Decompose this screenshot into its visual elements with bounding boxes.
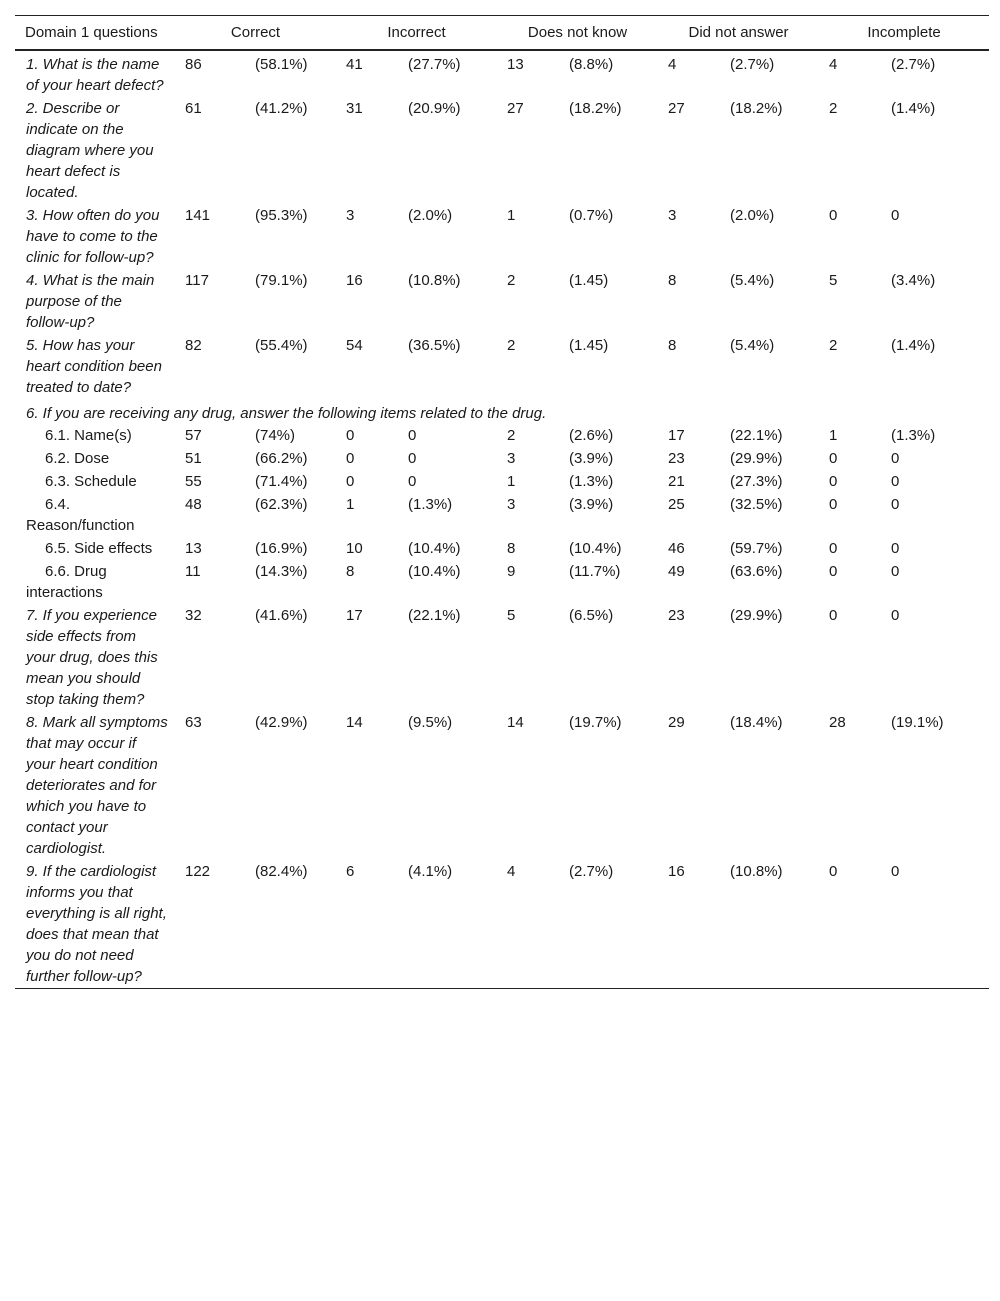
cell-incorrect-n: 0: [346, 473, 355, 490]
cell-incomplete-pct: (1.4%): [891, 100, 936, 117]
cell-dna-n: 4: [668, 56, 677, 73]
cell-dnk-n: 2: [507, 272, 516, 289]
question-label: 6.4. Reason/function: [26, 496, 135, 534]
cell-dna-n: 3: [668, 207, 677, 224]
header-incorrect: Incorrect: [387, 24, 446, 41]
cell-dnk-pct: (10.4%): [569, 540, 622, 557]
table-row: [15, 470, 989, 493]
section-row: [15, 399, 989, 424]
cell-dnk-n: 27: [507, 100, 524, 117]
table-row: [15, 711, 989, 860]
cell-dna-n: 46: [668, 540, 685, 557]
cell-incomplete-pct: 0: [891, 496, 900, 513]
cell-dnk-n: 1: [507, 207, 516, 224]
table-row: [15, 447, 989, 470]
cell-correct-n: 32: [185, 607, 202, 624]
cell-incorrect-n: 10: [346, 540, 363, 557]
table-row: [15, 50, 989, 97]
cell-incomplete-n: 0: [829, 450, 838, 467]
cell-correct-pct: (74%): [255, 427, 296, 444]
cell-correct-pct: (41.6%): [255, 607, 308, 624]
cell-dnk-pct: (8.8%): [569, 56, 614, 73]
cell-dna-pct: (63.6%): [730, 563, 783, 580]
cell-incorrect-n: 17: [346, 607, 363, 624]
cell-incomplete-pct: 0: [891, 450, 900, 467]
cell-incorrect-pct: (10.8%): [408, 272, 461, 289]
table-row: [15, 860, 989, 989]
cell-correct-n: 82: [185, 337, 202, 354]
cell-incorrect-pct: 0: [408, 427, 417, 444]
header-incomplete: Incomplete: [867, 24, 941, 41]
cell-incomplete-n: 0: [829, 563, 838, 580]
cell-correct-n: 48: [185, 496, 202, 513]
cell-correct-pct: (82.4%): [255, 863, 308, 880]
cell-incorrect-pct: (4.1%): [408, 863, 453, 880]
cell-dnk-n: 5: [507, 607, 516, 624]
cell-dna-n: 49: [668, 563, 685, 580]
cell-incorrect-n: 1: [346, 496, 355, 513]
cell-incorrect-n: 14: [346, 714, 363, 731]
cell-correct-pct: (41.2%): [255, 100, 308, 117]
table-row: [15, 537, 989, 560]
cell-correct-n: 63: [185, 714, 202, 731]
cell-correct-pct: (58.1%): [255, 56, 308, 73]
cell-correct-n: 141: [185, 207, 211, 224]
cell-dnk-n: 4: [507, 863, 516, 880]
cell-dna-pct: (10.8%): [730, 863, 783, 880]
cell-correct-pct: (55.4%): [255, 337, 308, 354]
cell-incomplete-n: 0: [829, 207, 838, 224]
cell-correct-n: 61: [185, 100, 202, 117]
cell-dnk-n: 9: [507, 563, 516, 580]
cell-correct-n: 55: [185, 473, 202, 490]
cell-correct-pct: (42.9%): [255, 714, 308, 731]
cell-incorrect-pct: (10.4%): [408, 563, 461, 580]
cell-incomplete-pct: 0: [891, 207, 900, 224]
table-row: [15, 97, 989, 204]
cell-dna-n: 17: [668, 427, 685, 444]
cell-correct-n: 57: [185, 427, 202, 444]
cell-incorrect-pct: (10.4%): [408, 540, 461, 557]
cell-incomplete-pct: 0: [891, 563, 900, 580]
cell-correct-pct: (16.9%): [255, 540, 308, 557]
cell-dnk-pct: (19.7%): [569, 714, 622, 731]
cell-dna-n: 23: [668, 450, 685, 467]
question-label: 6.1. Name(s): [45, 427, 132, 444]
question-label: 1. What is the name of your heart defect?: [26, 56, 164, 94]
cell-incomplete-pct: 0: [891, 540, 900, 557]
cell-incomplete-n: 1: [829, 427, 838, 444]
cell-dnk-pct: (1.45): [569, 337, 609, 354]
cell-dna-n: 25: [668, 496, 685, 513]
question-label: 2. Describe or indicate on the diagram where you heart defect is located.: [26, 100, 154, 201]
cell-correct-n: 117: [185, 272, 209, 289]
cell-dna-pct: (22.1%): [730, 427, 783, 444]
cell-dnk-n: 13: [507, 56, 524, 73]
cell-correct-n: 13: [185, 540, 202, 557]
table-row: [15, 424, 989, 447]
cell-dna-pct: (29.9%): [730, 450, 783, 467]
cell-incorrect-n: 31: [346, 100, 363, 117]
cell-correct-n: 51: [185, 450, 202, 467]
header-domain-questions: Domain 1 questions: [25, 24, 158, 41]
table-row: [15, 204, 989, 269]
question-label: 6.5. Side effects: [45, 540, 153, 557]
cell-incomplete-n: 0: [829, 607, 838, 624]
cell-dnk-pct: (3.9%): [569, 496, 614, 513]
cell-incorrect-n: 8: [346, 563, 355, 580]
cell-incomplete-n: 0: [829, 863, 838, 880]
cell-incomplete-n: 0: [829, 496, 838, 513]
cell-dna-pct: (27.3%): [730, 473, 783, 490]
cell-dna-n: 8: [668, 337, 677, 354]
header-row: [15, 16, 989, 51]
cell-dna-pct: (32.5%): [730, 496, 783, 513]
cell-incomplete-n: 28: [829, 714, 846, 731]
cell-dna-n: 16: [668, 863, 685, 880]
cell-incorrect-n: 0: [346, 450, 355, 467]
cell-incorrect-pct: (36.5%): [408, 337, 461, 354]
cell-dna-pct: (59.7%): [730, 540, 783, 557]
cell-dnk-n: 14: [507, 714, 524, 731]
cell-dna-n: 29: [668, 714, 685, 731]
cell-incorrect-pct: (1.3%): [408, 496, 453, 513]
cell-incomplete-pct: (19.1%): [891, 714, 944, 731]
cell-incorrect-pct: (20.9%): [408, 100, 461, 117]
question-label: 6.6. Drug interactions: [26, 563, 107, 601]
table-row: [15, 493, 989, 537]
cell-incomplete-pct: (1.3%): [891, 427, 936, 444]
cell-incomplete-n: 2: [829, 100, 838, 117]
cell-dna-n: 27: [668, 100, 685, 117]
cell-incorrect-n: 16: [346, 272, 363, 289]
cell-dnk-pct: (18.2%): [569, 100, 622, 117]
question-label: 4. What is the main purpose of the follow-up?: [26, 272, 155, 331]
section-label: 6. If you are receiving any drug, answer the following items related to the drug.: [26, 405, 547, 422]
cell-incomplete-pct: (3.4%): [891, 272, 936, 289]
cell-incomplete-n: 0: [829, 540, 838, 557]
cell-dnk-n: 2: [507, 337, 516, 354]
cell-incomplete-pct: 0: [891, 473, 900, 490]
question-label: 3. How often do you have to come to the clinic for follow-up?: [26, 207, 160, 266]
cell-dnk-n: 2: [507, 427, 516, 444]
cell-correct-pct: (14.3%): [255, 563, 308, 580]
header-correct: Correct: [230, 24, 281, 41]
cell-dnk-pct: (2.7%): [569, 863, 614, 880]
question-label: 8. Mark all symptoms that may occur if your heart condition deteriorates and for which you have to contact your cardiologist.: [26, 714, 168, 857]
question-label: 6.2. Dose: [45, 450, 110, 467]
cell-incorrect-n: 0: [346, 427, 355, 444]
cell-correct-pct: (62.3%): [255, 496, 308, 513]
table-row: [15, 604, 989, 711]
table-body: [15, 50, 989, 989]
cell-incorrect-n: 41: [346, 56, 363, 73]
table-row: [15, 269, 989, 334]
cell-incorrect-n: 6: [346, 863, 355, 880]
cell-correct-n: 122: [185, 863, 211, 880]
cell-incorrect-pct: 0: [408, 473, 417, 490]
cell-incorrect-pct: (2.0%): [408, 207, 453, 224]
cell-dnk-n: 3: [507, 496, 516, 513]
cell-incomplete-pct: (2.7%): [891, 56, 936, 73]
cell-incomplete-n: 4: [829, 56, 838, 73]
cell-dna-n: 8: [668, 272, 677, 289]
header-did-not-answer: Did not answer: [688, 24, 789, 41]
cell-incomplete-n: 0: [829, 473, 838, 490]
cell-incorrect-pct: (22.1%): [408, 607, 461, 624]
cell-dnk-pct: (1.3%): [569, 473, 614, 490]
cell-incorrect-pct: 0: [408, 450, 417, 467]
cell-dnk-pct: (11.7%): [569, 563, 621, 580]
cell-incorrect-pct: (27.7%): [408, 56, 461, 73]
question-label: 5. How has your heart condition been treated to date?: [26, 337, 162, 396]
cell-dnk-pct: (0.7%): [569, 207, 614, 224]
cell-correct-pct: (79.1%): [255, 272, 308, 289]
cell-dnk-pct: (2.6%): [569, 427, 614, 444]
cell-dnk-n: 1: [507, 473, 516, 490]
cell-incomplete-pct: (1.4%): [891, 337, 936, 354]
results-table: [15, 15, 989, 989]
cell-dna-n: 21: [668, 473, 685, 490]
question-label: 7. If you experience side effects from your drug, does this mean you should stop taking them?: [26, 607, 158, 708]
cell-dnk-n: 8: [507, 540, 516, 557]
cell-dna-pct: (18.4%): [730, 714, 783, 731]
table-row: [15, 334, 989, 399]
header-does-not-know: Does not know: [527, 24, 628, 41]
cell-correct-pct: (71.4%): [255, 473, 308, 490]
cell-dna-pct: (29.9%): [730, 607, 783, 624]
cell-correct-pct: (66.2%): [255, 450, 308, 467]
cell-dnk-pct: (3.9%): [569, 450, 614, 467]
cell-dna-pct: (2.0%): [730, 207, 775, 224]
cell-dnk-pct: (6.5%): [569, 607, 614, 624]
cell-dnk-pct: (1.45): [569, 272, 609, 289]
cell-incomplete-n: 2: [829, 337, 838, 354]
cell-dna-pct: (2.7%): [730, 56, 775, 73]
cell-incomplete-n: 5: [829, 272, 838, 289]
cell-incorrect-n: 54: [346, 337, 363, 354]
cell-dna-pct: (5.4%): [730, 337, 775, 354]
cell-correct-n: 86: [185, 56, 202, 73]
cell-incomplete-pct: 0: [891, 607, 900, 624]
table-row: [15, 560, 989, 604]
cell-correct-pct: (95.3%): [255, 207, 308, 224]
cell-incorrect-pct: (9.5%): [408, 714, 453, 731]
cell-incomplete-pct: 0: [891, 863, 900, 880]
cell-dna-pct: (18.2%): [730, 100, 783, 117]
cell-dna-pct: (5.4%): [730, 272, 775, 289]
cell-incorrect-n: 3: [346, 207, 355, 224]
question-label: 6.3. Schedule: [45, 473, 137, 490]
cell-dna-n: 23: [668, 607, 685, 624]
cell-dnk-n: 3: [507, 450, 516, 467]
question-label: 9. If the cardiologist informs you that everything is all right, does that mean that you do not need further follow-up?: [26, 863, 167, 985]
cell-correct-n: 11: [185, 563, 201, 580]
